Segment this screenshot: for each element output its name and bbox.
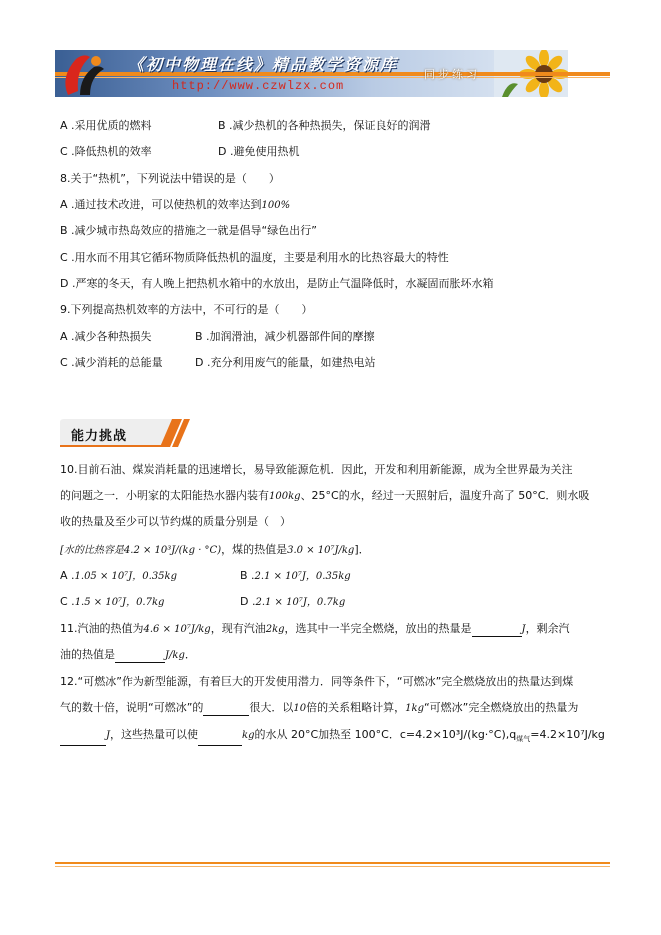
answer-blank[interactable] xyxy=(203,703,249,716)
text-segment: D .严寒的冬天，有人晚上把热机水箱中的水放出，是防止气温降低时，水凝固而胀坏水箱 xyxy=(60,277,494,290)
q10-option-a xyxy=(60,569,177,584)
text-segment: ，现有汽油 xyxy=(210,622,266,635)
text-segment: A .减少各种热损失 xyxy=(60,330,152,343)
q9-option-b xyxy=(195,330,375,344)
answer-blank[interactable] xyxy=(472,624,522,637)
text-segment: B .减少城市热岛效应的措施之一就是倡导“绿色出行” xyxy=(60,224,317,237)
text-segment: C . xyxy=(60,595,75,608)
text-segment: ]． xyxy=(354,543,370,556)
text-segment: 3.0 × 10⁷J/kg xyxy=(287,545,355,556)
text-segment: 4.2 × 10³J/(kg · °C) xyxy=(123,545,222,556)
text-segment: ，煤的热值是 xyxy=(221,543,288,556)
q8-stem xyxy=(60,172,280,186)
text-segment: A . xyxy=(60,569,75,582)
header-orange-rule-thin xyxy=(55,77,610,78)
q10-option-c xyxy=(60,595,164,610)
q9-option-d xyxy=(195,356,375,370)
header-title: 《初中物理在线》精品教学资源库 xyxy=(128,55,399,74)
text-segment: C .降低热机的效率 xyxy=(60,145,152,158)
text-segment: 收的热量及至少可以节约煤的质量分别是（ ） xyxy=(60,515,291,528)
q10-given xyxy=(60,543,370,558)
text-segment: D . xyxy=(240,595,256,608)
text-segment: “可燃冰”完全燃烧放出的热量为 xyxy=(423,701,579,714)
q8-option-a xyxy=(60,198,290,213)
text-segment: 11.汽油的热值为 xyxy=(60,622,144,635)
q10-option-b xyxy=(240,569,351,584)
text-segment: B . xyxy=(240,569,255,582)
text-segment: ． xyxy=(184,648,196,661)
text-segment: 12.“可燃冰”作为新型能源，有着巨大的开发使用潜力．同等条件下，“可燃冰”完全燃烧放出的热量达到煤 xyxy=(60,675,574,688)
q11-line-1 xyxy=(60,622,570,637)
text-segment: 的问题之一．小明家的太阳能热水器内装有 xyxy=(60,489,269,502)
text-segment: C .用水而不用其它循环物质降低热机的温度，主要是利用水的比热容最大的特性 xyxy=(60,251,449,264)
text-segment: kg xyxy=(242,730,255,741)
text-segment: =4.2×10⁷J/kg xyxy=(530,728,605,741)
text-segment: C .减少消耗的总能量 xyxy=(60,356,163,369)
text-segment: 2kg xyxy=(265,624,285,635)
text-segment: 10 xyxy=(293,703,307,714)
q10-stem-line-3 xyxy=(60,515,291,529)
q8-option-c xyxy=(60,251,449,265)
text-segment: A .采用优质的燃料 xyxy=(60,119,152,132)
text-segment: 的水从 20°C加热至 100°C．c=4.2×10³J/(kg·°C),q xyxy=(254,728,517,741)
text-segment: J xyxy=(521,624,526,635)
text-segment: 很大．以 xyxy=(249,701,294,714)
text-segment: 气的数十倍，说明“可燃冰”的 xyxy=(60,701,204,714)
text-segment: ，这些热量可以使 xyxy=(110,728,199,741)
q9-option-a xyxy=(60,330,152,344)
q10-stem-line-2 xyxy=(60,489,589,504)
answer-blank[interactable] xyxy=(60,733,106,746)
text-segment: J/kg xyxy=(165,650,185,661)
q9-stem xyxy=(60,303,313,317)
text-segment: ，剩余汽 xyxy=(525,622,570,635)
text-segment: 倍的关系粗略计算， xyxy=(306,701,406,714)
header-tag: 同步练习 xyxy=(424,68,480,81)
answer-blank[interactable] xyxy=(115,650,165,663)
q12-line-1 xyxy=(60,675,573,689)
text-segment: 10.目前石油、煤炭消耗量的迅速增长，易导致能源危机．因此，开发和利用新能源，成为全世界最为关注 xyxy=(60,463,573,476)
q12-line-2 xyxy=(60,701,578,716)
text-segment: B .加润滑油，减少机器部件间的摩擦 xyxy=(195,330,375,343)
footer-orange-rule xyxy=(55,862,610,864)
header-url[interactable]: http://www.czwlzx.com xyxy=(172,79,345,93)
q8-option-d xyxy=(60,277,493,291)
text-segment: D .避免使用热机 xyxy=(218,145,300,158)
text-segment: 1.05 × 10⁷J，0.35kg xyxy=(74,571,178,582)
text-segment: ，选其中一半完全燃烧，放出的热量是 xyxy=(284,622,472,635)
q7-option-a xyxy=(60,119,152,133)
text-segment: A .通过技术改进，可以使热机的效率达到 xyxy=(60,198,262,211)
text-segment: [水的比热容是 xyxy=(60,545,124,556)
q10-option-d xyxy=(240,595,345,610)
q7-option-b xyxy=(218,119,431,133)
text-segment: 1kg xyxy=(405,703,424,714)
footer-orange-rule-thin xyxy=(55,866,610,867)
q8-option-b xyxy=(60,224,317,238)
text-segment: 油的热值是 xyxy=(60,648,115,661)
text-segment: D .充分利用废气的能量，如建热电站 xyxy=(195,356,376,369)
text-segment: 、25°C的水，经过一天照射后，温度升高了 50°C．则水吸 xyxy=(300,489,590,502)
q9-option-c xyxy=(60,356,163,370)
text-segment: 4.6 × 10⁷J/kg xyxy=(143,624,211,635)
text-segment: 100% xyxy=(261,200,291,211)
text-segment: 煤气 xyxy=(516,735,531,744)
text-segment: 2.1 × 10⁷J，0.7kg xyxy=(255,597,346,608)
text-segment: 9.下列提高热机效率的方法中，不可行的是（ ） xyxy=(60,303,313,316)
text-segment: 1.5 × 10⁷J，0.7kg xyxy=(74,597,165,608)
q10-stem-line-1 xyxy=(60,463,573,477)
text-segment: 8.关于“热机”，下列说法中错误的是（ ） xyxy=(60,172,280,185)
q11-line-2 xyxy=(60,648,196,663)
q12-line-3 xyxy=(60,728,605,746)
section-title: 能力挑战 xyxy=(71,429,128,444)
q7-option-c xyxy=(60,145,152,159)
text-segment: 100kg xyxy=(269,491,301,502)
text-segment: J xyxy=(106,730,111,741)
text-segment: B .减少热机的各种热损失，保证良好的润滑 xyxy=(218,119,431,132)
q7-option-d xyxy=(218,145,299,159)
site-logo xyxy=(50,51,112,97)
answer-blank[interactable] xyxy=(198,733,242,746)
text-segment: 2.1 × 10⁷J，0.35kg xyxy=(254,571,351,582)
